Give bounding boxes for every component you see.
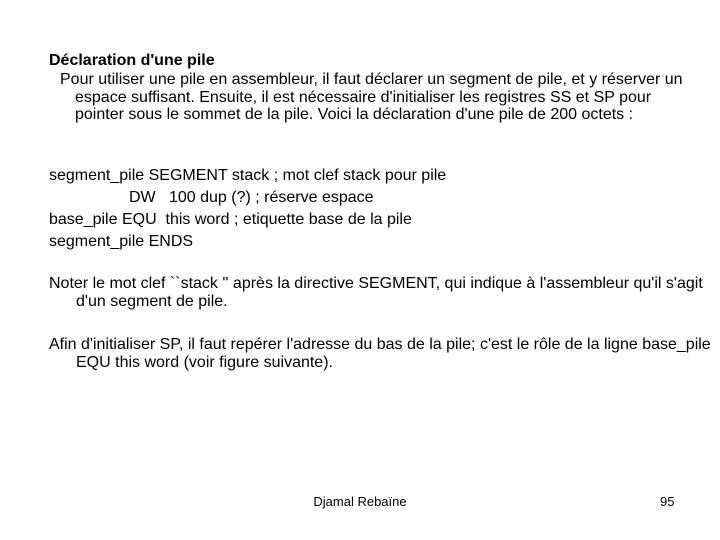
- code-line-equ: base_pile EQU this word ; etiquette base de la pile: [49, 211, 412, 228]
- page-number: 95: [660, 494, 675, 509]
- footer-author: Djamal Rebaïne: [313, 494, 407, 509]
- code-line-segment: segment_pile SEGMENT stack ; mot clef stack pour pile: [49, 167, 447, 184]
- code-line-dw: DW 100 dup (?) ; réserve espace: [129, 189, 374, 206]
- note-paragraph: Noter le mot clef ``stack '' après la directive SEGMENT, qui indique à l'assembleur qu'il s'agit d'un segment de pile.: [49, 275, 703, 310]
- sp-paragraph: Afin d'initialiser SP, il faut repérer l'adresse du bas de la pile; c'est le rôle de la ligne base_pile EQU this word (voir figure suivante).: [49, 336, 711, 371]
- slide-title: Déclaration d'une pile: [49, 52, 215, 69]
- code-line-ends: segment_pile ENDS: [49, 233, 194, 250]
- intro-paragraph: Pour utiliser une pile en assembleur, il faut déclarer un segment de pile, et y réserver un espace suffisant. Ensuite, il est nécessaire d'initialiser les registres SS et SP pour pointer sous le sommet de la pile. Voici la déclaration d'une pile de 200 octets :: [60, 71, 683, 123]
